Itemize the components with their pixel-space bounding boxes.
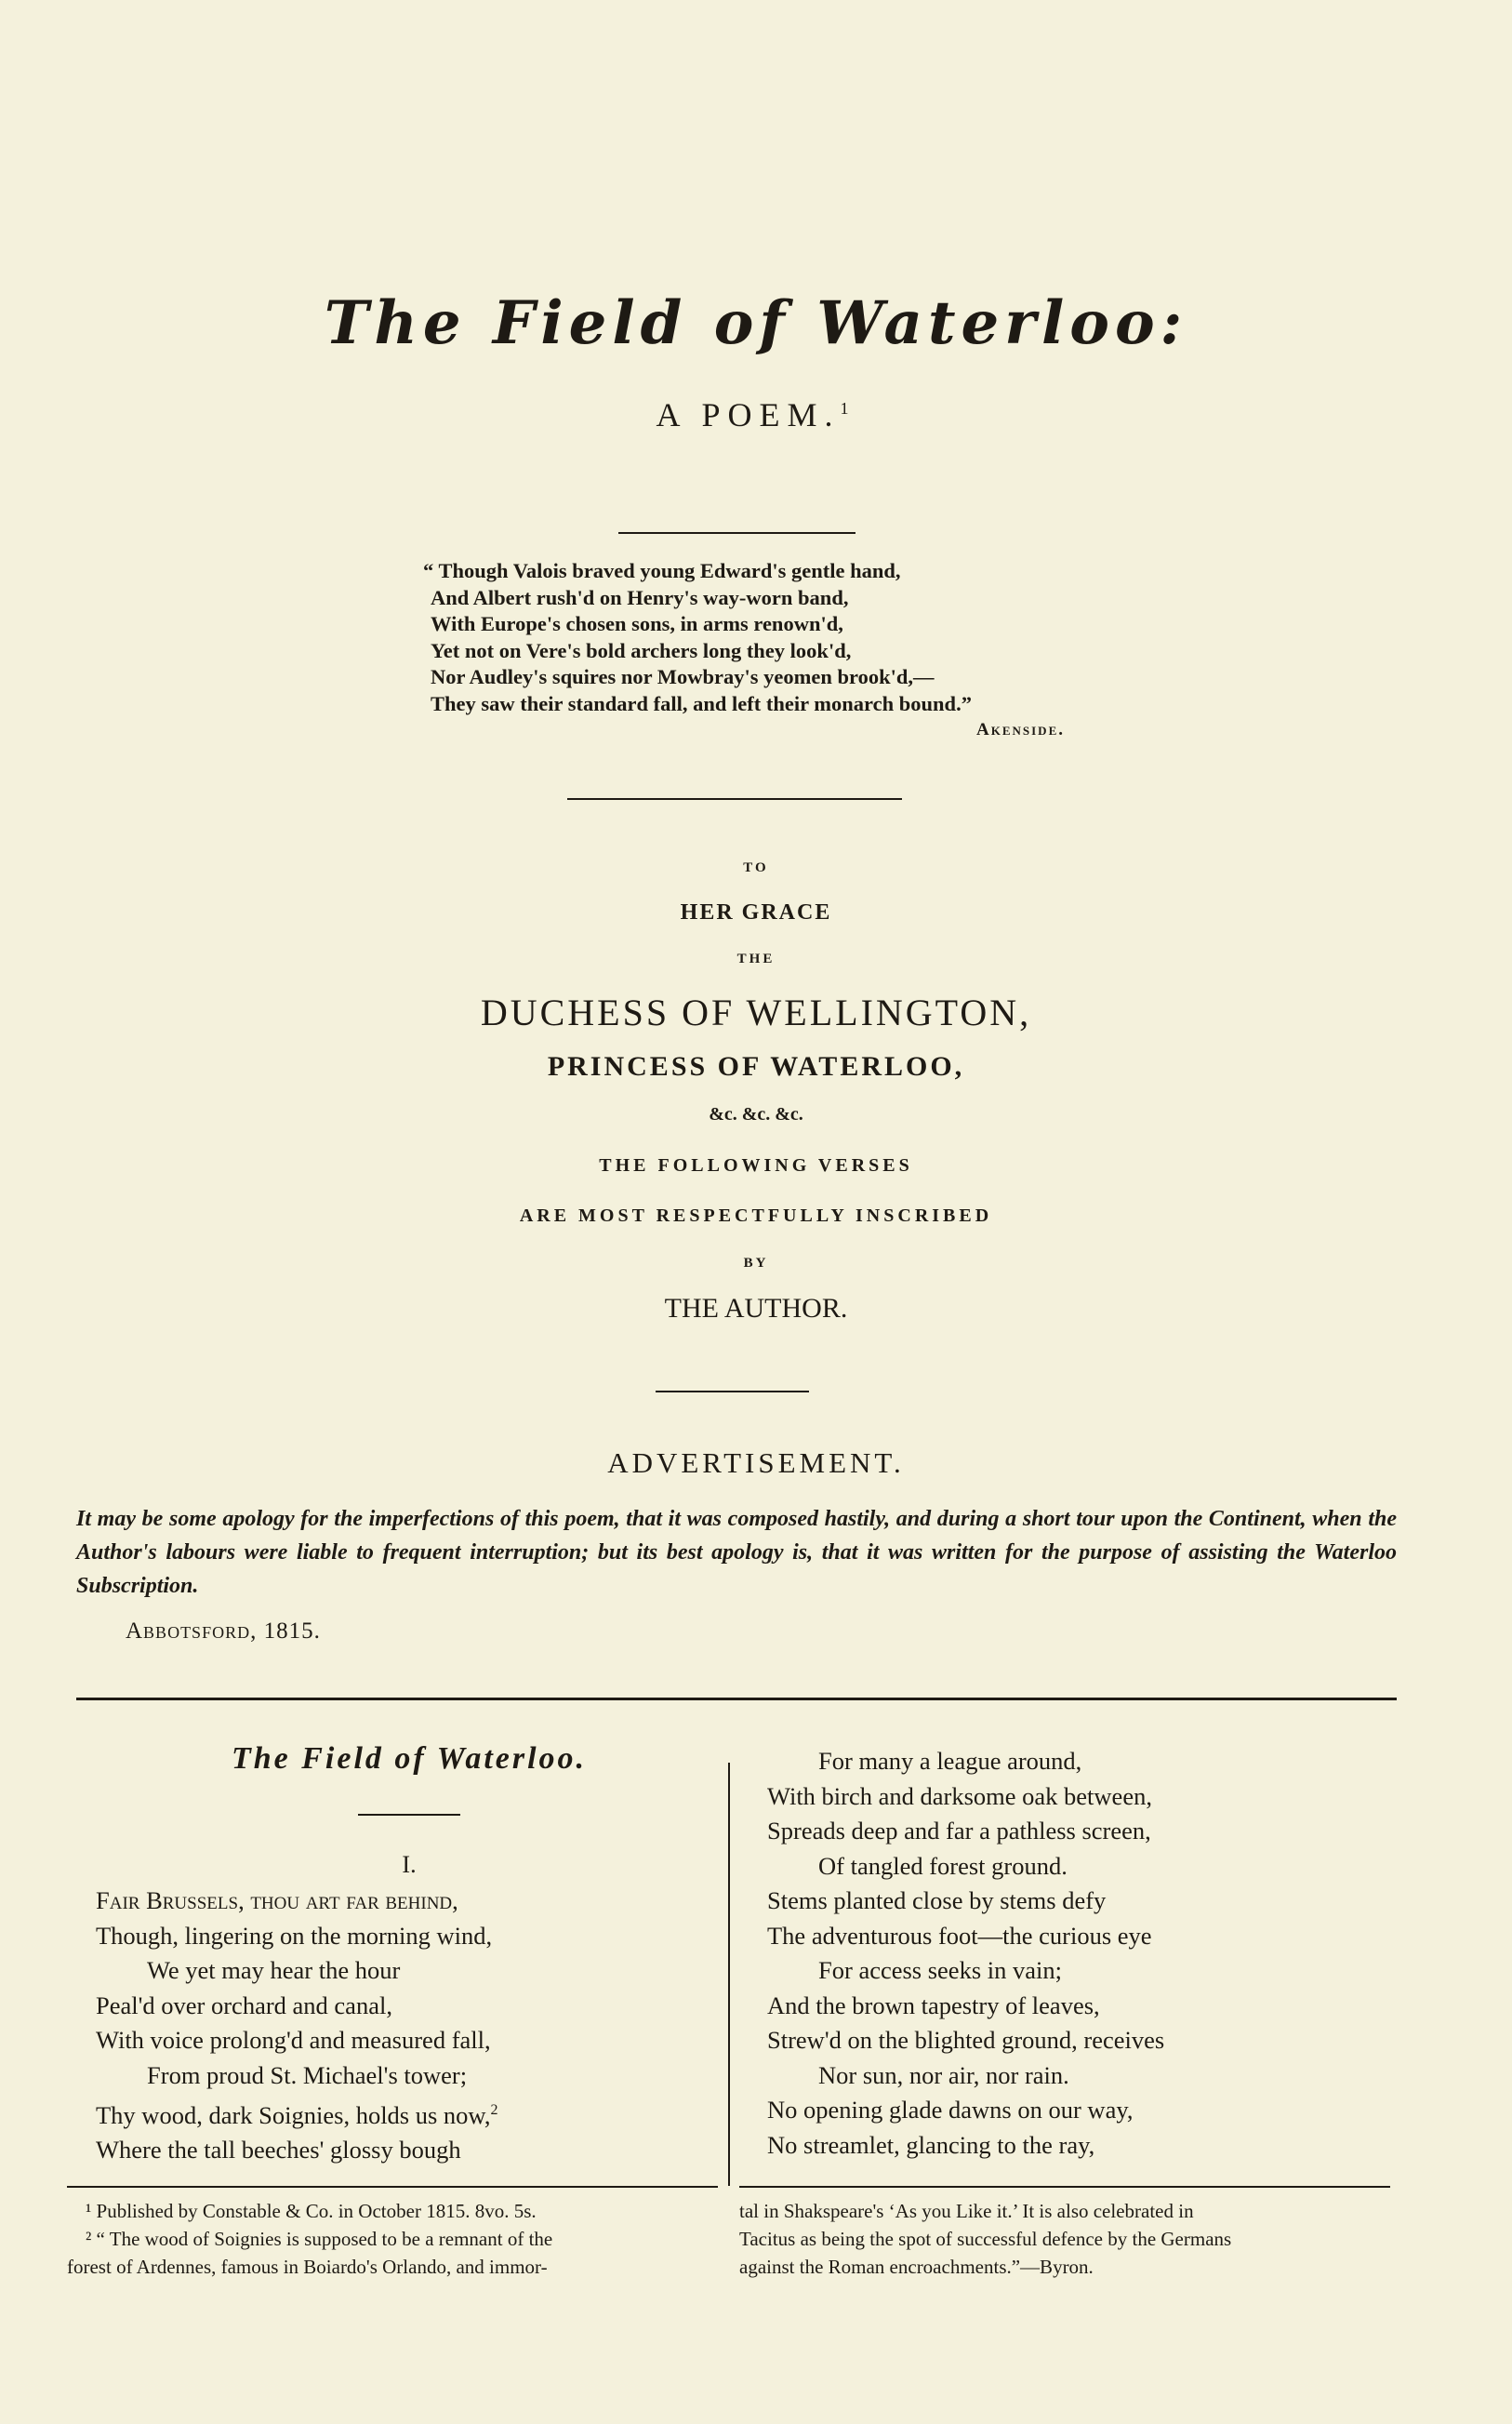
poem-line: Strew'd on the blighted ground, receives [767,2026,1165,2054]
footnotes-left [67,2197,718,2281]
subtitle-text: A POEM. [656,396,841,433]
page-title: The Field of Waterloo: [324,288,1188,358]
section-rule [76,1698,1397,1700]
poem-line: Spreads deep and far a pathless screen, [767,1817,1151,1845]
poem-line: Where the tall beeches' glossy bough [96,2136,461,2164]
epigraph-line: With Europe's chosen sons, in arms renown'd, [431,612,843,635]
dedication-duchess: DUCHESS OF WELLINGTON, [480,992,1032,1033]
footnote-line: forest of Ardennes, famous in Boiardo's Orlando, and immor- [67,2256,548,2278]
epigraph-line: They saw their standard fall, and left their monarch bound.” [431,691,972,715]
poem-line [96,1884,497,1919]
poem-right-column [767,1744,1164,2163]
poem-line-text: Fair Brussels, thou art far behind, [96,1886,458,1914]
dedication-rule [656,1391,809,1392]
poem-line: Nor sun, nor air, nor rain. [818,2060,1069,2089]
footnotes-right [739,2197,1390,2281]
poem-line: No streamlet, glancing to the ray, [767,2130,1095,2159]
advertisement-text: It may be some apology for the imperfections of this poem, that it was composed hastily, and during a short tour upon the Continent, when the Author's labours were liable to frequent interruption; but its best apology is, that it was written for the purpose of assisting the Waterloo Subscription. [76,1507,1397,1598]
dedication-etc: &c. &c. &c. [709,1104,803,1125]
poem-line: Of tangled forest ground. [818,1851,1068,1880]
dedication-her-grace: HER GRACE [680,900,832,925]
epigraph-line: Yet not on Vere's bold archers long they look'd, [431,638,852,662]
poem-line: The adventurous foot—the curious eye [767,1921,1152,1950]
stanza-number: I. [402,1851,417,1878]
epigraph-line: “ Though Valois braved young Edward's gentle hand, [423,559,901,582]
poem-line-text: Thy wood, dark Soignies, holds us now, [96,2100,491,2129]
footnote-rule [739,2186,1390,2188]
poem-line: With voice prolong'd and measured fall, [96,2026,491,2054]
epigraph-rule [567,798,902,800]
subtitle [0,395,1512,434]
poem-line: From proud St. Michael's tower; [147,2060,468,2089]
dedication-to: TO [743,860,769,875]
poem-section-title: The Field of Waterloo. [231,1741,588,1776]
column-divider [728,1763,730,2186]
poem-title-rule [358,1814,460,1816]
poem-line: Though, lingering on the morning wind, [96,1921,493,1950]
footnote-rule [67,2186,718,2188]
advertisement-heading: ADVERTISEMENT. [607,1446,905,1479]
dedication-princess: PRINCESS OF WATERLOO, [547,1051,965,1082]
title-rule [618,532,855,534]
poem-line: For access seeks in vain; [818,1956,1062,1984]
dedication-author: THE AUTHOR. [664,1293,848,1324]
dedication-inscribed: ARE MOST RESPECTFULLY INSCRIBED [519,1205,993,1226]
epigraph-line: And Albert rush'd on Henry's way-worn band, [431,585,849,609]
epigraph-line: Nor Audley's squires nor Mowbray's yeomen brook'd,— [431,665,935,688]
footnote-line: ² “ The wood of Soignies is supposed to be a remnant of the [86,2228,553,2250]
dedication-following: THE FOLLOWING VERSES [599,1155,913,1176]
footnote-ref-2: 2 [490,2102,498,2118]
epigraph [423,558,1074,744]
epigraph-attribution: Akenside. [976,720,1065,739]
footnote-line: Tacitus as being the spot of successful defence by the Germans [739,2228,1232,2250]
poem-left-column [96,1884,497,2168]
poem-line [96,2093,497,2133]
dedication-the: THE [736,952,776,966]
footnote-line: ¹ Published by Constable & Co. in October 1815. 8vo. 5s. [86,2200,537,2222]
poem-line: For many a league around, [818,1747,1082,1775]
poem-line: We yet may hear the hour [147,1956,401,1984]
poem-line: With birch and darksome oak between, [767,1781,1152,1810]
poem-line: Peal'd over orchard and canal, [96,1991,392,2019]
poem-line: And the brown tapestry of leaves, [767,1991,1100,2019]
footnote-line: tal in Shakspeare's ‘As you Like it.’ It is also celebrated in [739,2200,1194,2222]
advertisement-place: Abbotsford, 1815. [126,1618,321,1644]
dedication-by: BY [743,1256,769,1271]
poem-line: No opening glade dawns on our way, [767,2096,1134,2124]
footnote-line: against the Roman encroachments.”—Byron. [739,2256,1094,2278]
footnote-ref-1: 1 [840,399,856,418]
poem-line: Stems planted close by stems defy [767,1886,1107,1914]
